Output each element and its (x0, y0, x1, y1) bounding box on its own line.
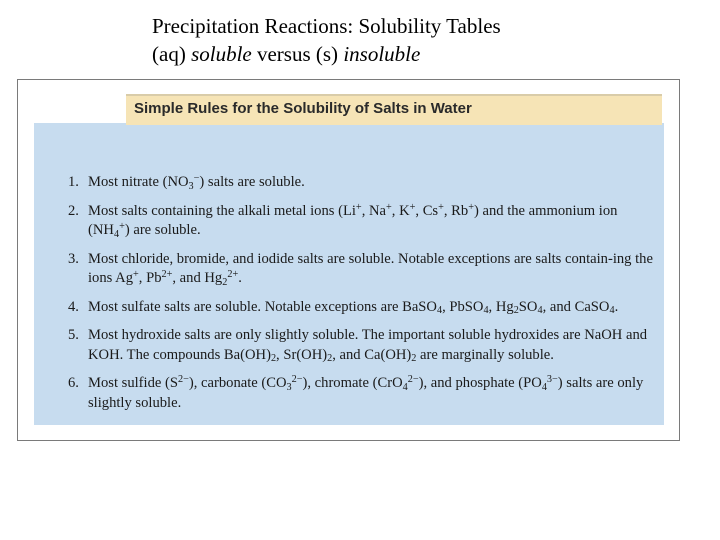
table-header: Simple Rules for the Solubility of Salts in Water (134, 100, 472, 117)
rules-list (54, 173, 659, 422)
title-soluble-word: soluble (191, 42, 252, 66)
solubility-rules-panel (34, 123, 664, 425)
title-line-2-prefix: (aq) (152, 42, 192, 66)
rule-text: Most sulfate salts are soluble. Notable exceptions are BaSO$_4$, PbSO$_4$, $Hg_2SO_4$, and CaSO$_4$. (88, 298, 619, 317)
rule-number: 5. (68, 327, 79, 343)
rule-item (54, 250, 659, 289)
rule-number: 2. (68, 202, 79, 219)
title-line-2-middle: versus (s) (251, 42, 344, 66)
rule-number: 1. (68, 174, 79, 190)
title-insoluble-word: insoluble (343, 42, 421, 66)
rule-number: 3. (68, 250, 79, 267)
rule-text: Most nitrate $(NO_3^-)$ salts are soluble. (88, 173, 305, 192)
rule-item (54, 374, 659, 413)
slide-title (152, 12, 501, 68)
title-line-1: Precipitation Reactions: Solubility Tables (152, 14, 501, 38)
rule-number: 6. (68, 375, 79, 391)
title-line-2 (152, 40, 501, 68)
rule-item (54, 173, 659, 193)
rule-item (54, 298, 659, 318)
image-frame (17, 79, 680, 441)
rule-text: Most sulfide $(S^{2-})$, carbonate $(CO_3^{2-})$, chromate (CrO$_4^{2-}$), and phosphate $(PO_4^{3-})$ salts are only slightly soluble. (88, 374, 644, 411)
rule-item (54, 202, 659, 241)
rule-text: Most hydroxide salts are only slightly soluble. The important soluble hydroxides are NaOH and KOH. The compounds $Ba(OH)_2$, $Sr(OH)_2$, and $Ca(OH)_2$ are marginally soluble. (88, 327, 648, 365)
rule-text: Most chloride, bromide, and iodide salts are soluble. Notable exceptions are salts contain-ing the ions Ag+, $Pb^{2+}$, and $Hg_2^{2+}$. (88, 250, 653, 288)
rule-number: 4. (68, 298, 79, 315)
rule-text: Most salts containing the alkali metal ions (Li+, Na+, K+, Cs+, Rb+) and the ammonium ion $(NH_4^+)$ are soluble. (88, 201, 618, 240)
rule-item (54, 326, 659, 365)
table-header-band (126, 94, 662, 125)
